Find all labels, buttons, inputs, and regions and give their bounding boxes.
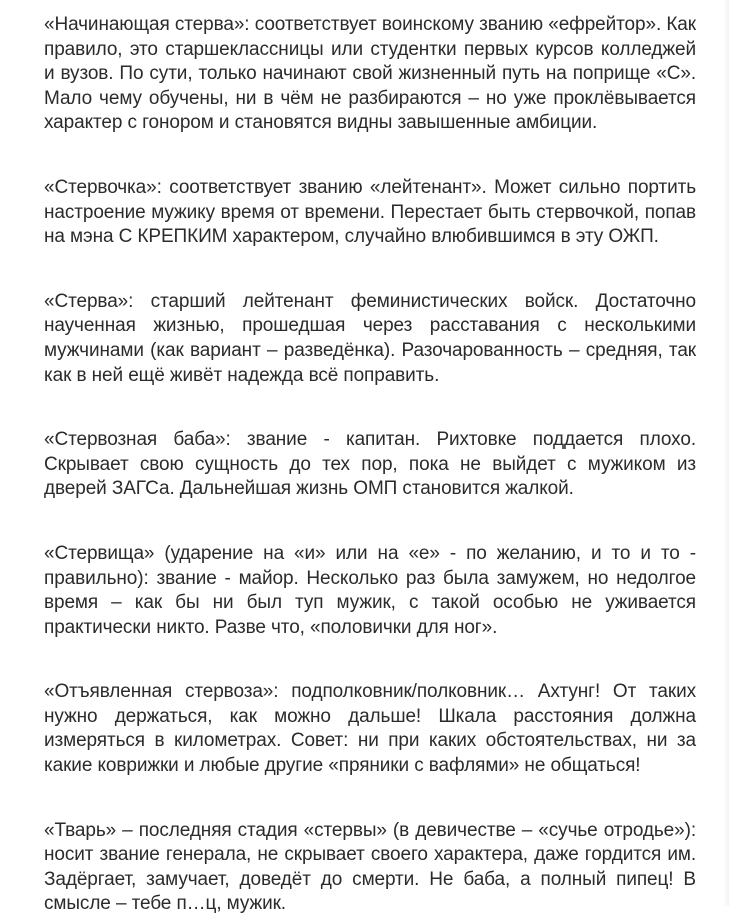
paragraph-stervishcha: «Стервища» (ударение на «и» или на «е» - по желанию, и то и то - правильно): звание - майор. Несколько раз была замужем, но недолгое время – как бы ни был туп мужик, с такой особью не уживается практически никто. Разве что, «половички для ног».: [44, 542, 696, 638]
paragraph-sterva: «Стерва»: старший лейтенант феминистических войск. Достаточно наученная жизнью, прошедшая через расставания с несколькими мужчинами (как вариант – разведёнка). Разочарованность – средняя, так как в ней ещё живёт надежда всё поправить.: [44, 290, 696, 386]
paragraph-tvar: «Тварь» – последняя стадия «стервы» (в девичестве – «сучье отродье»): носит звание генерала, не скрывает своего характера, даже гордится им. Задёргает, замучает, доведёт до смерти. Не баба, а полный пипец! В смысле – тебе п…ц, мужик.: [44, 819, 696, 915]
paragraph-otyavlennaya-stervoza: «Отъявленная стервоза»: подполковник/полковник… Ахтунг! От таких нужно держаться, как можно дальше! Шкала расстояния должна измеряться в километрах. Совет: ни при каких обстоятельствах, ни за какие коврижки и любые другие «пряники с вафлями» не общаться!: [44, 681, 696, 777]
page-edge-shadow: [723, 0, 729, 906]
paragraph-stervochka: «Стервочка»: соответствует званию «лейтенант». Может сильно портить настроение мужику время от времени. Перестает быть стервочкой, попав на мэна С КРЕПКИМ характером, случайно влюбившимся в эту ОЖП.: [44, 176, 696, 248]
paragraph-beginner: «Начинающая стерва»: соответствует воинскому званию «ефрейтор». Как правило, это старшеклассницы или студентки первых курсов колледжей и вузов. По сути, только начинают свой жизненный путь на поприще «С». Мало чему обучены, ни в чём не разбираются – но уже проклёвывается характер с гонором и становятся видны завышенные амбиции.: [44, 14, 696, 134]
paragraph-stervoznaya-baba: «Стервозная баба»: звание - капитан. Рихтовке поддается плохо. Скрывает свою сущность до тех пор, пока не выйдет с мужиком из дверей ЗАГСа. Дальнейшая жизнь ОМП становится жалкой.: [44, 429, 696, 500]
